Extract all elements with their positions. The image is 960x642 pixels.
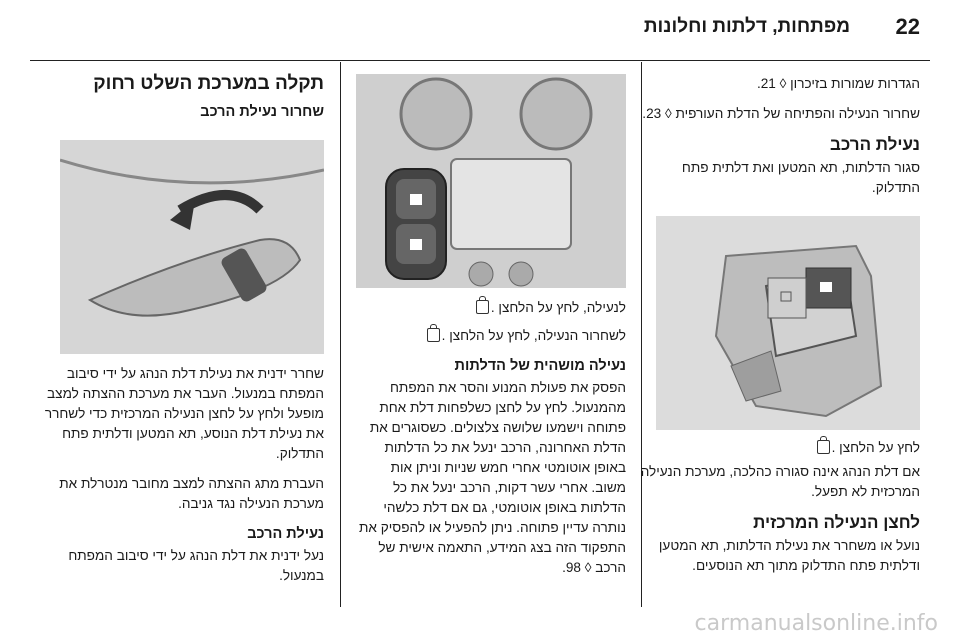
heading-unlock-vehicle: שחרור נעילת הרכב [200,104,324,120]
heading-central-lock-button: לחצן הנעילה המרכזית [753,513,920,532]
key-fob-illustration [656,216,920,430]
delayed-lock-description: הפסק את פעולת המנוע והסר את המפתח מהמנעול. לחץ על לחצן כשלפחות דלת אחת פתוחה וישמעו שלושה צלצולים. כשסוגרים את הדלת האחרונה, הרכב ינעל את כל הדלתות באופן אוטומטי אחרי חמש שניות וניתן אות משוב. אחרי עשר דקות, הרכב ינעל את כל הדלתות באופן אוטומטי, גם אם דלת כלשהי נותרה עדיין פתוחה. ניתן להפעיל או להפסיק את התפקוד הזה בצג המידע, התאמה אישית של הרכב ◊ 98. [359,380,626,575]
key-fob-figure [656,216,920,430]
column-divider-left [340,62,341,607]
lock-symbol-icon [817,440,830,454]
driver-door-note: אם דלת הנהג אינה סגורה כהלכה, מערכת הנעילה המרכזית לא תפעל. [640,464,920,499]
manual-lock-description: נעל ידנית את דלת הנהג על ידי סיבוב המפתח במנעול. [68,548,324,583]
middle-column [354,298,626,588]
page-number: 22 [895,14,920,39]
left-column-bottom [34,364,324,596]
heading-delayed-lock: נעילה מושהית של הדלתות [454,358,626,374]
heading-remote-fault: תקלה במערכת השלט רחוק [93,73,324,94]
lock-instruction: לנעילה, לחץ על הלחצן . [354,298,626,318]
heading-lock-vehicle: נעילת הרכב [830,135,920,154]
lock-glyph-icon [820,282,832,292]
tailgate-release-ref: שחרור הנעילה והפתיחה של הדלת העורפית ◊ 23. [642,106,920,121]
header-rule [30,60,930,61]
right-column [640,74,920,208]
dashboard-figure [356,74,626,288]
page-title: מפתחות, דלתות וחלונות [643,16,850,37]
press-lock-button: לחץ על הלחצן . [640,438,920,458]
watermark: carmanualsonline.info [694,611,938,636]
central-lock-description: נועל או משחרר את נעילת הדלתות, תא המטען ודלתית פתח התדלוק מתוך תא הנוסעים. [658,538,920,573]
lock-instructions: סגור הדלתות, תא המטען ואת דלתית פתח התדלוק. [681,160,920,195]
heading-lock-car: נעילת הרכב [247,526,324,542]
door-key-figure [60,140,324,354]
right-column-bottom [640,438,920,586]
dashboard-illustration [356,74,626,288]
unlock-instruction: לשחרור הנעילה, לחץ על הלחצן . [354,326,626,346]
unlock-symbol-icon [427,328,440,342]
manual-unlock-description: שחרר ידנית את נעילת דלת הנהג על ידי סיבוב המפתח במנעול. העבר את מערכת ההצתה למצב מופעל ולחץ על לחצן הנעילה המרכזית כדי לשחרר את נעילת דלת הנוסע, תא המטען ודלתית פתח התדלוק. [44,366,324,461]
lock-symbol-icon [476,300,489,314]
left-column-top [34,74,324,124]
door-key-illustration [60,140,324,354]
memory-settings-ref: הגדרות שמורות בזיכרון ◊ 21. [756,76,920,91]
ignition-note: העברת מתג ההצתה למצב מחובר מנטרלת את מערכת הנעילה נגד גניבה. [59,476,324,511]
